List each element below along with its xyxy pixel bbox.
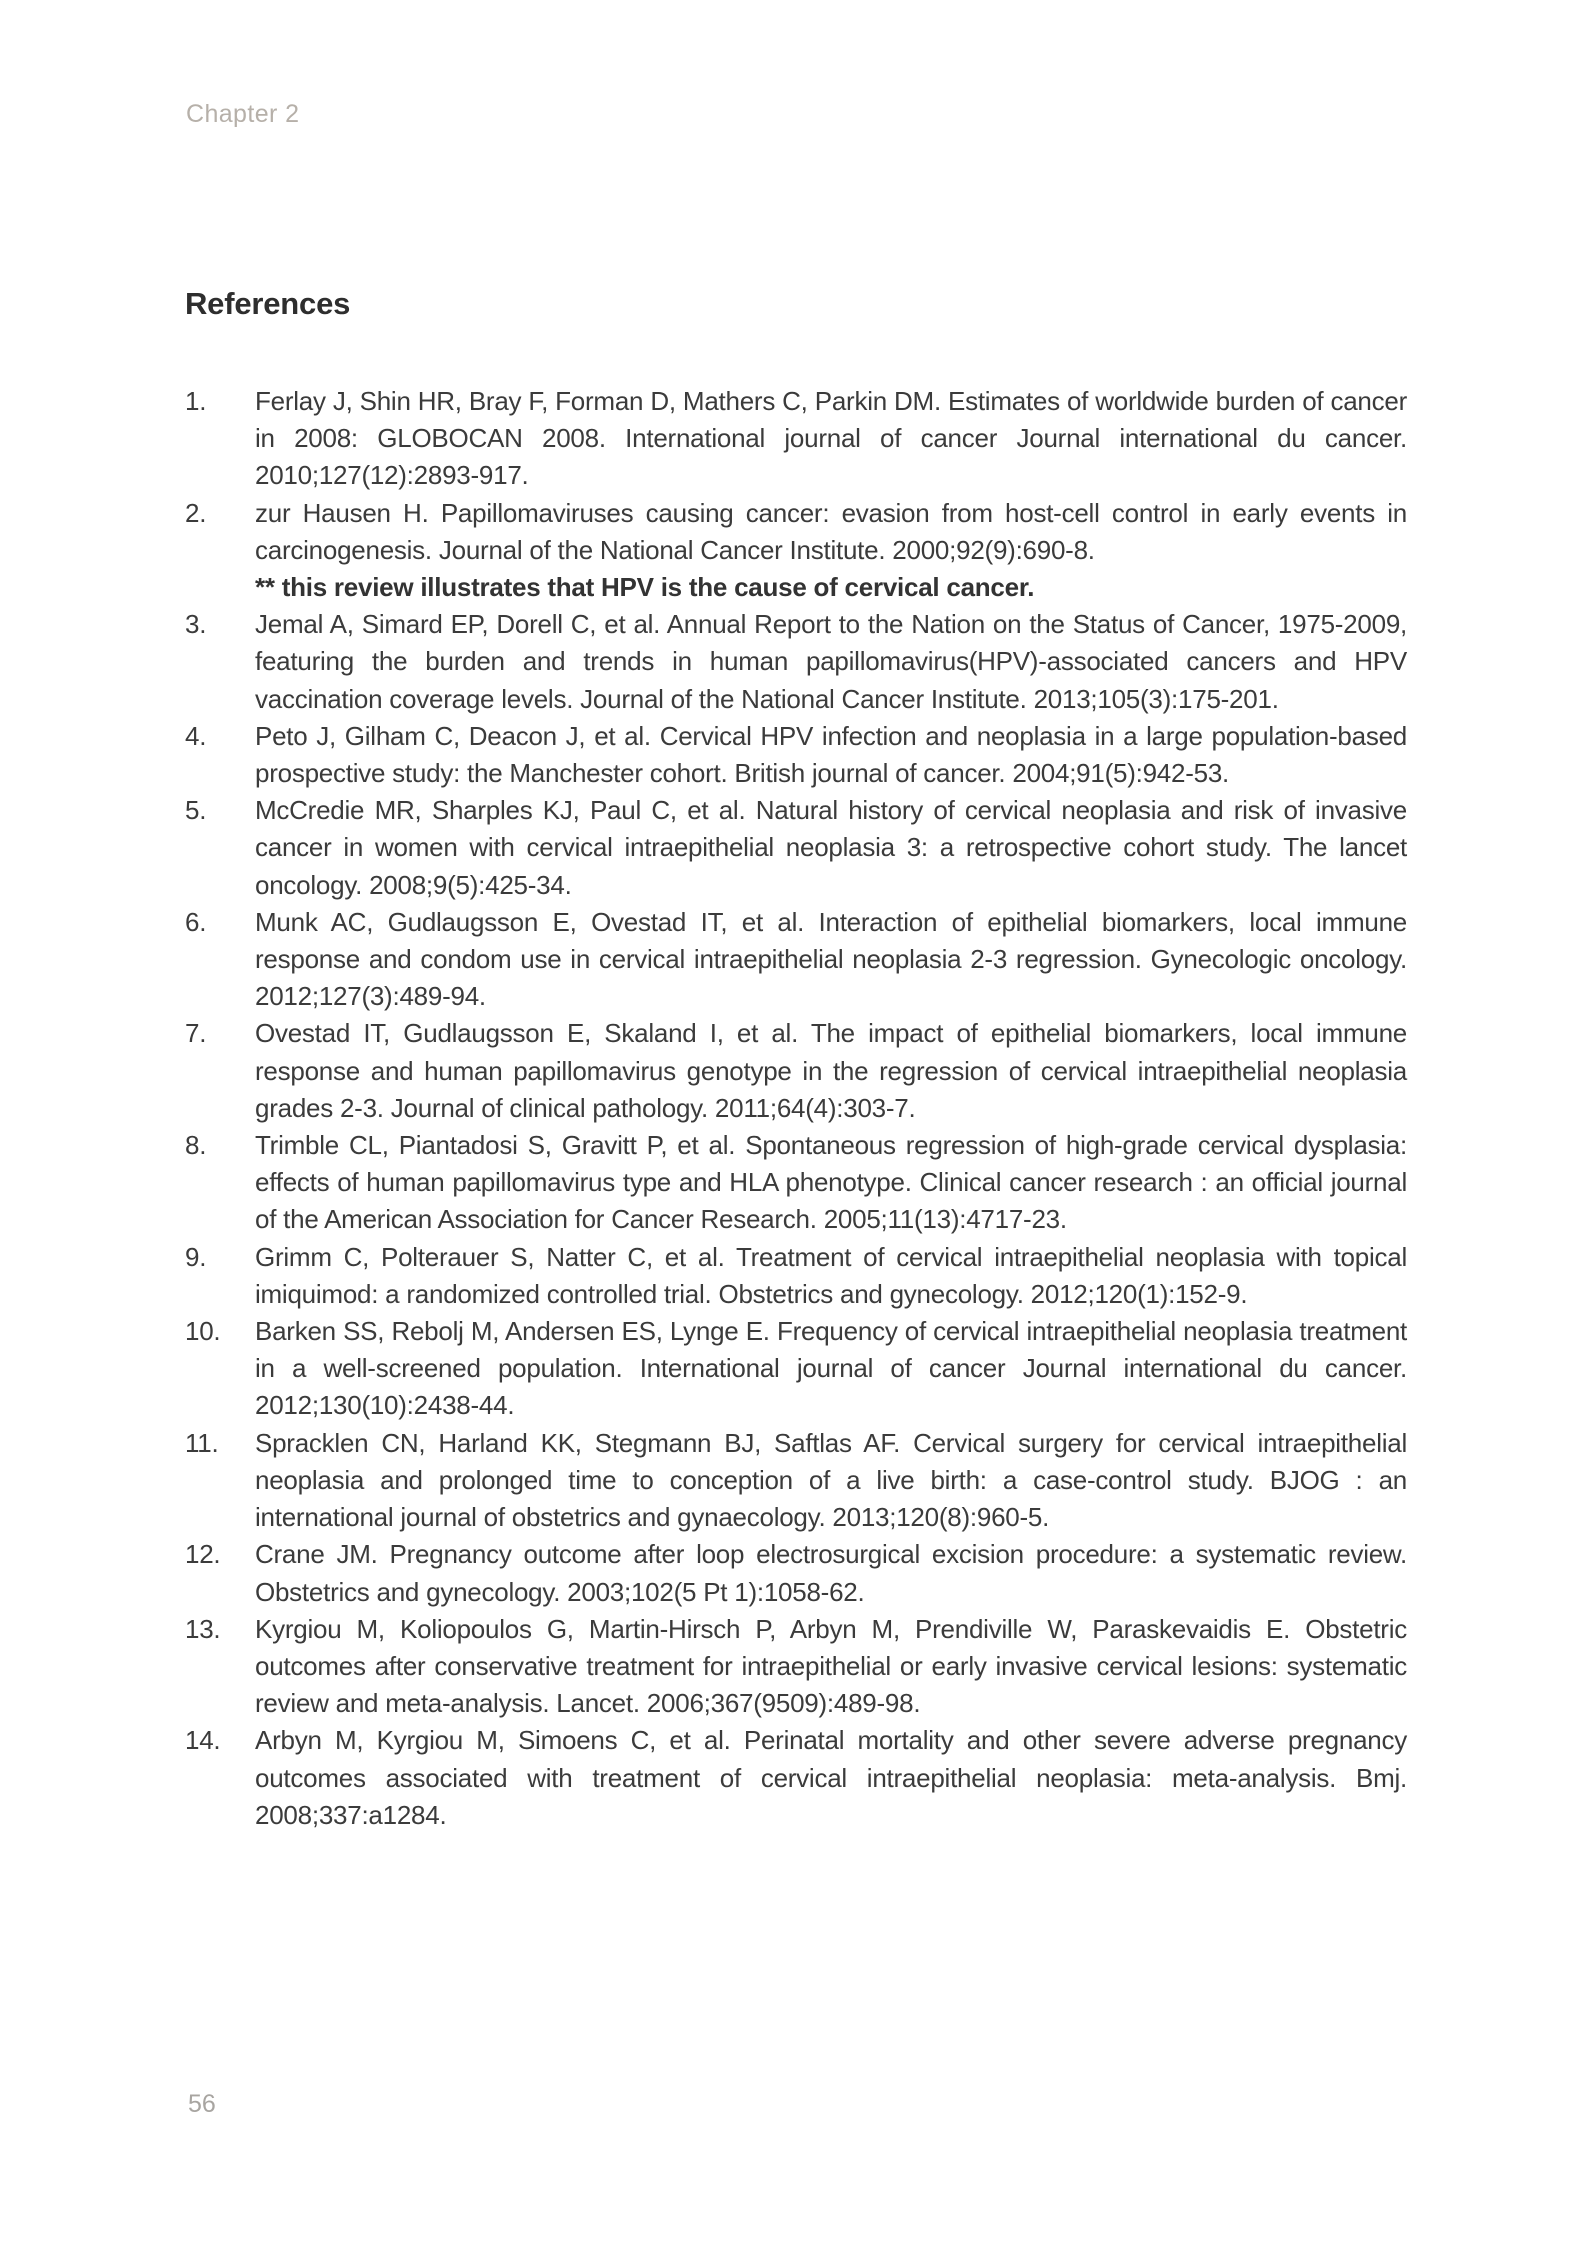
reference-number: 9. xyxy=(185,1241,207,1272)
reference-text: Peto J, Gilham C, Deacon J, et al. Cervical HPV infection and neoplasia in a large population-based prospective study: the Manchester cohort. British journal of cancer. 2004;91(5):942-53. xyxy=(255,720,1407,789)
reference-body xyxy=(255,904,1407,1016)
reference-body xyxy=(255,606,1407,718)
reference-text: Crane JM. Pregnancy outcome after loop electrosurgical excision procedure: a systematic review. Obstetrics and gynecology. 2003;102(5 Pt 1):1058-62. xyxy=(255,1539,1407,1607)
reference-body xyxy=(255,1239,1407,1313)
reference-body xyxy=(255,383,1407,495)
reference-number: 8. xyxy=(185,1130,207,1161)
reference-text: Arbyn M, Kyrgiou M, Simoens C, et al. Perinatal mortality and other severe adverse pregnancy outcomes associated with treatment of cervical intraepithelial neoplasia: meta-analysis. Bmj. 2008;337:a1284. xyxy=(255,1725,1407,1830)
reference-body xyxy=(255,1015,1407,1127)
reference-body xyxy=(255,1536,1407,1610)
reference-text: McCredie MR, Sharples KJ, Paul C, et al. Natural history of cervical neoplasia and risk of invasive cancer in women with cervical intraepithelial neoplasia 3: a retrospective cohort study. The lancet oncology. 2008;9(5):425-34. xyxy=(255,795,1407,900)
reference-item xyxy=(185,1313,1407,1425)
reference-body xyxy=(255,1722,1407,1834)
reference-text: Grimm C, Polterauer S, Natter C, et al. Treatment of cervical intraepithelial neoplasia with topical imiquimod: a randomized controlled trial. Obstetrics and gynecology. 2012;120(1):152-9. xyxy=(255,1241,1407,1309)
reference-number: 1. xyxy=(185,386,207,416)
page-number: 56 xyxy=(188,2090,216,2118)
reference-item xyxy=(185,904,1407,1016)
reference-item xyxy=(185,383,1407,495)
chapter-label: Chapter 2 xyxy=(186,100,300,128)
reference-number: 4. xyxy=(185,720,207,751)
reference-text: Trimble CL, Piantadosi S, Gravitt P, et al. Spontaneous regression of high-grade cervical dysplasia: effects of human papillomavirus type and HLA phenotype. Clinical cancer research : an official journal of the American Association for Cancer Research. 2005;11(13):4717-23. xyxy=(255,1130,1407,1235)
reference-body xyxy=(255,495,1407,607)
reference-item xyxy=(185,1425,1407,1537)
reference-text: Ferlay J, Shin HR, Bray F, Forman D, Mathers C, Parkin DM. Estimates of worldwide burden of cancer in 2008: GLOBOCAN 2008. International journal of cancer Journal international du cancer. 2010;127(12):2893-917. xyxy=(255,386,1407,491)
reference-number: 2. xyxy=(185,497,207,528)
reference-item xyxy=(185,495,1407,607)
reference-body xyxy=(255,718,1407,792)
reference-note: ** this review illustrates that HPV is the cause of cervical cancer. xyxy=(255,572,1035,603)
reference-list xyxy=(185,383,1407,1834)
reference-number: 14. xyxy=(185,1725,221,1756)
reference-text: Ovestad IT, Gudlaugsson E, Skaland I, et al. The impact of epithelial biomarkers, local immune response and human papillomavirus genotype in the regression of cervical intraepithelial neoplasia grades 2-3. Journal of clinical pathology. 2011;64(4):303-7. xyxy=(255,1018,1407,1123)
reference-item xyxy=(185,1015,1407,1127)
reference-number: 13. xyxy=(185,1613,221,1644)
reference-item xyxy=(185,1722,1407,1834)
reference-body xyxy=(255,1313,1407,1425)
reference-item xyxy=(185,1127,1407,1239)
reference-text: Jemal A, Simard EP, Dorell C, et al. Annual Report to the Nation on the Status of Cancer, 1975-2009, featuring the burden and trends in human papillomavirus(HPV)-associated cancers and HPV vaccination coverage levels. Journal of the National Cancer Institute. 2013;105(3):175-201. xyxy=(255,609,1407,714)
reference-item xyxy=(185,1536,1407,1610)
reference-number: 11. xyxy=(185,1427,219,1458)
reference-number: 7. xyxy=(185,1018,207,1049)
reference-text: Kyrgiou M, Koliopoulos G, Martin-Hirsch P, Arbyn M, Prendiville W, Paraskevaidis E. Obstetric outcomes after conservative treatment for intraepithelial or early invasive cervical lesions: systematic review and meta-analysis. Lancet. 2006;367(9509):489-98. xyxy=(255,1613,1407,1719)
reference-text: Spracklen CN, Harland KK, Stegmann BJ, Saftlas AF. Cervical surgery for cervical intraepithelial neoplasia and prolonged time to conception of a live birth: a case-control study. BJOG : an international journal of obstetrics and gynaecology. 2013;120(8):960-5. xyxy=(255,1427,1407,1533)
page-title: References xyxy=(185,286,351,321)
reference-body xyxy=(255,792,1407,904)
reference-number: 3. xyxy=(185,609,207,640)
reference-number: 12. xyxy=(185,1539,221,1570)
reference-item xyxy=(185,606,1407,718)
reference-item xyxy=(185,1239,1407,1313)
reference-number: 10. xyxy=(185,1316,221,1347)
reference-item xyxy=(185,1611,1407,1723)
reference-body xyxy=(255,1611,1407,1723)
reference-text: Munk AC, Gudlaugsson E, Ovestad IT, et al. Interaction of epithelial biomarkers, local immune response and condom use in cervical intraepithelial neoplasia 2-3 regression. Gynecologic oncology. 2012;127(3):489-94. xyxy=(255,906,1407,1012)
reference-text: Barken SS, Rebolj M, Andersen ES, Lynge E. Frequency of cervical intraepithelial neoplasia treatment in a well-screened population. International journal of cancer Journal international du cancer. 2012;130(10):2438-44. xyxy=(255,1316,1407,1421)
reference-number: 5. xyxy=(185,795,207,826)
reference-item xyxy=(185,718,1407,792)
reference-text: zur Hausen H. Papillomaviruses causing cancer: evasion from host-cell control in early events in carcinogenesis. Journal of the National Cancer Institute. 2000;92(9):690-8. xyxy=(255,497,1407,565)
reference-body xyxy=(255,1127,1407,1239)
reference-body xyxy=(255,1425,1407,1537)
reference-number: 6. xyxy=(185,906,207,937)
reference-item xyxy=(185,792,1407,904)
